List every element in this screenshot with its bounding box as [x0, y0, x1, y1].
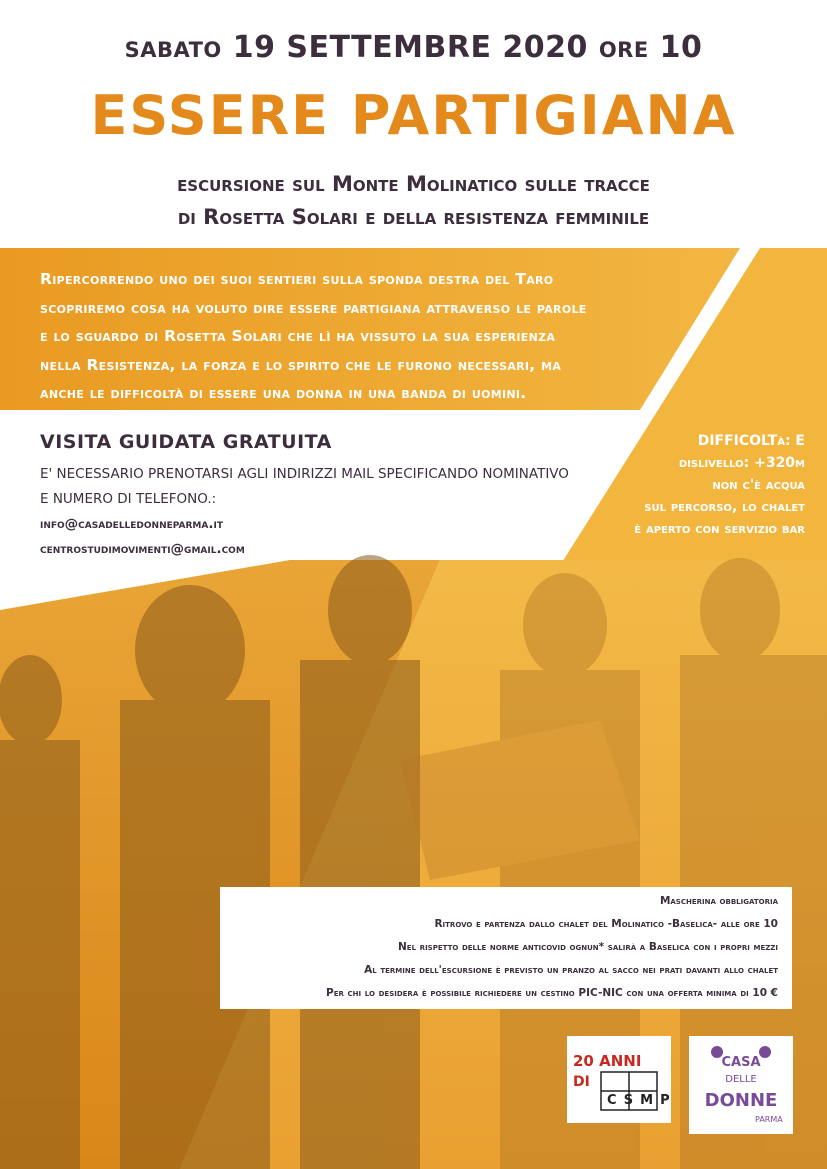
cdd-logo-line-1: CASA: [721, 1055, 761, 1070]
note-line: Mascherina obbligatoria: [659, 895, 778, 907]
note-line: Nel rispetto delle norme anticovid ognun* salirà a Baselica con i propri mezzi: [398, 941, 778, 953]
detail-line: DIFFICOLTà: E: [697, 433, 805, 449]
notes-box: [220, 887, 792, 1009]
intro-line: nella Resistenza, la forza e lo spirito che le furono necessari, ma: [40, 355, 562, 374]
csmp-logo: [567, 1036, 671, 1123]
casa-delle-donne-logo: [689, 1036, 793, 1134]
detail-line: dislivello: +320m: [678, 455, 805, 471]
note-line: Al termine dell'escursione è previsto un pranzo al sacco nei prati davanti allo chalet: [364, 964, 778, 976]
csmp-logo-graphic: [567, 1036, 671, 1123]
booking-info-line-1: E' NECESSARIO PRENOTARSI AGLI INDIRIZZI MAIL SPECIFICANDO NOMINATIVO: [40, 466, 569, 482]
note-line: Per chi lo desidera è possibile richiedere un cestino PIC-NIC con una offerta minima di 10 €: [326, 987, 778, 999]
csmp-logo-top: 20 ANNI: [573, 1052, 642, 1070]
cdd-logo-line-3: DONNE: [704, 1090, 778, 1111]
csmp-logo-di: DI: [573, 1074, 590, 1090]
trail-details: [634, 430, 805, 540]
intro-line: e lo sguardo di Rosetta Solari che lì ha vissuto la sua esperienza: [40, 327, 556, 345]
booking-info-line-2: E NUMERO DI TELEFONO.:: [40, 491, 217, 507]
event-title: ESSERE PARTIGIANA: [90, 84, 737, 147]
intro-line: scopriremo cosa ha voluto dire essere partigiana attraverso le parole: [40, 298, 587, 317]
detail-line: sul percorso, lo chalet: [644, 499, 805, 515]
intro-text: [40, 265, 720, 408]
intro-line: Ripercorrendo uno dei suoi sentieri sulla sponda destra del Taro: [40, 270, 554, 288]
event-subtitle-line-2: di Rosetta Solari e della resistenza femminile: [177, 205, 650, 229]
csmp-logo-letters: CSMP: [607, 1093, 671, 1108]
detail-line: è aperto con servizio bar: [634, 521, 805, 537]
note-line: Ritrovo e partenza dallo chalet del Molinatico -Baselica- alle ore 10: [434, 918, 778, 930]
email-link-centrostudi[interactable]: centrostudimovimenti@gmail.com: [40, 541, 245, 557]
email-link-casadelledonne[interactable]: info@casadelledonneparma.it: [40, 516, 223, 532]
casa-delle-donne-logo-graphic: [689, 1036, 793, 1134]
visit-heading: VISITA GUIDATA GRATUITA: [40, 431, 332, 453]
cdd-logo-line-2: DELLE: [725, 1074, 757, 1085]
cdd-logo-line-4: PARMA: [755, 1115, 783, 1124]
event-subtitle-line-1: escursione sul Monte Molinatico sulle tracce: [177, 172, 650, 196]
intro-line: anche le difficoltà di essere una donna in una banda di uomini.: [40, 384, 527, 402]
event-date: sabato 19 SETTEMBRE 2020 ore 10: [124, 30, 703, 65]
detail-line: non c'è acqua: [712, 477, 805, 493]
